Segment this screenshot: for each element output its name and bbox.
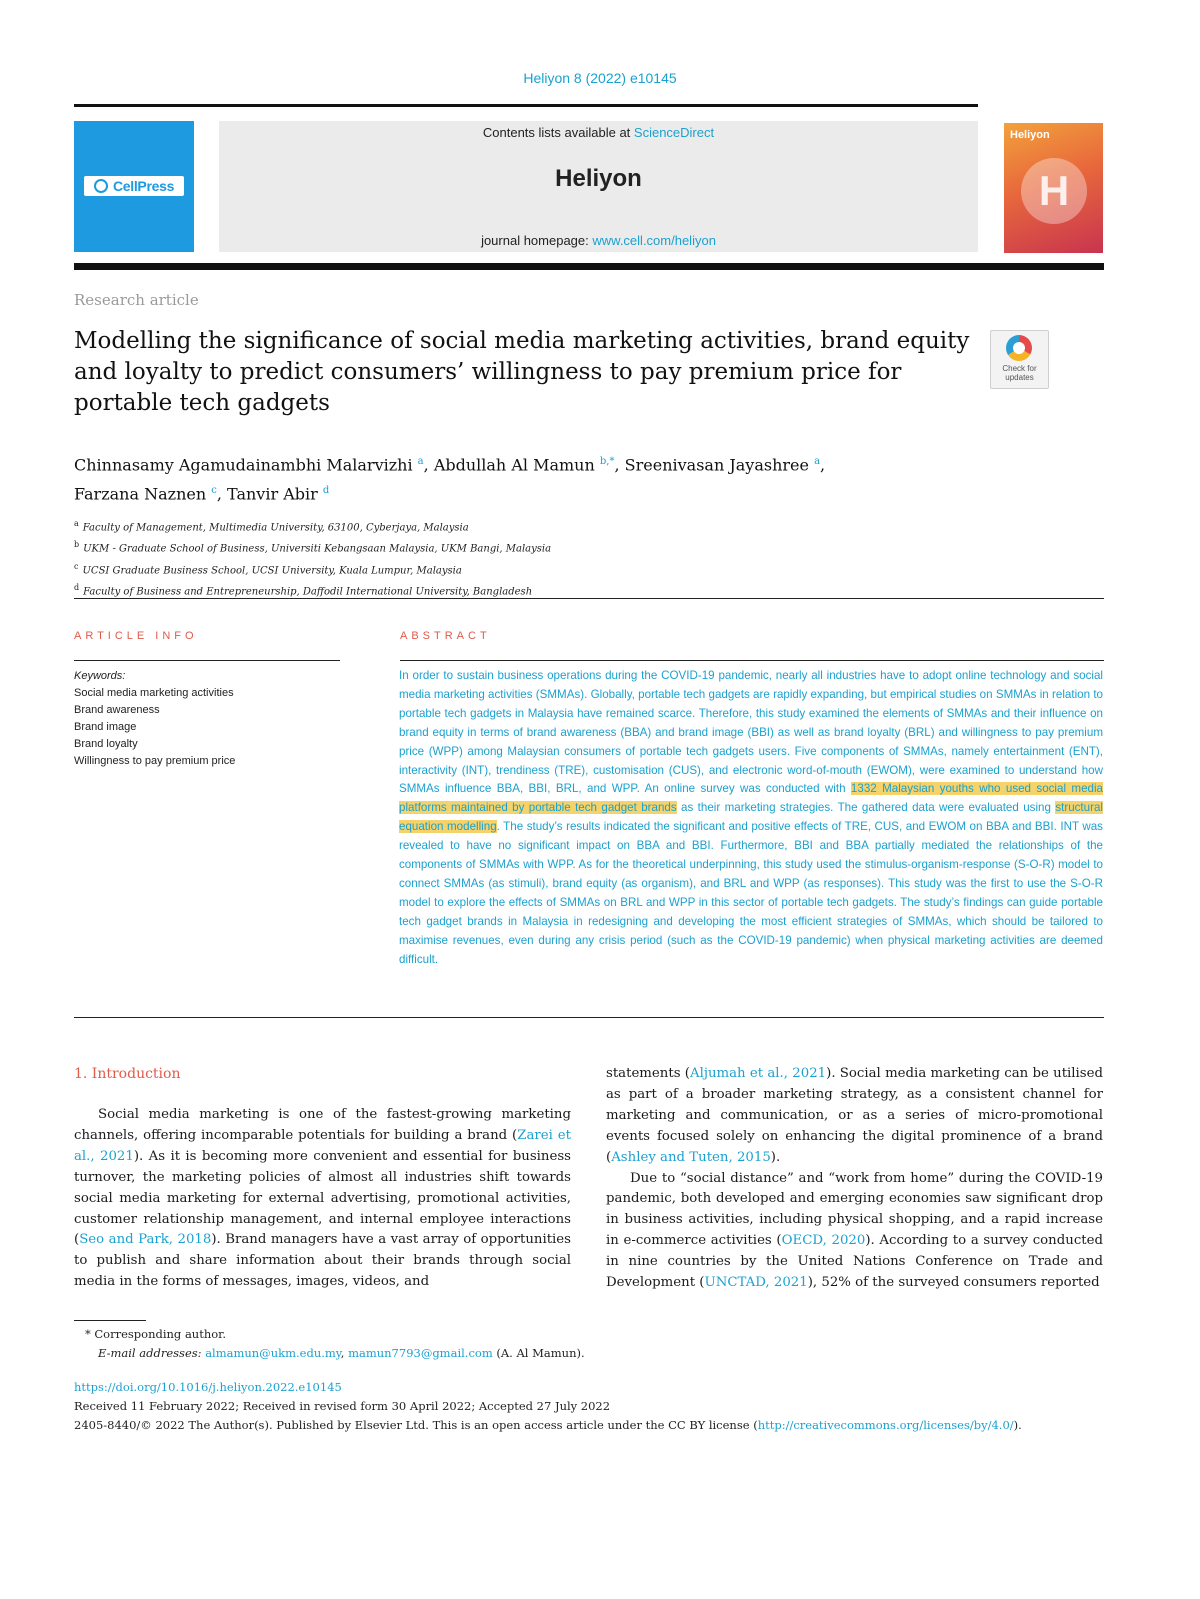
- author-name: Chinnasamy Agamudainambhi Malarvizhi: [74, 455, 413, 475]
- affiliation-text: Faculty of Management, Multimedia University, 63100, Cyberjaya, Malaysia: [82, 522, 469, 534]
- contents-line: [219, 125, 978, 140]
- citation-link[interactable]: UNCTAD, 2021: [704, 1275, 808, 1291]
- abstract-rule: [400, 660, 1104, 661]
- citation-link[interactable]: Zarei et al., 2021: [74, 1127, 571, 1164]
- body-text: Due to “social distance” and “work from home” during the COVID-19 pandemic, both developed and emerging economies saw significant drop in business activities, including physical shopping, and a rapid increase in e-commerce activities (: [606, 1170, 1103, 1249]
- body-text: ). Social media marketing can be utilised as part of a broader marketing strategy, as a consistent channel for marketing and communication, or as a series of micro-promotional events focused solely on enhancing the digital prominence of a brand (: [606, 1066, 1103, 1165]
- author-affiliation-ref[interactable]: b,*: [599, 456, 615, 467]
- email-separator: ,: [340, 1346, 349, 1360]
- body-text: statements (: [606, 1066, 690, 1081]
- journal-banner: [219, 121, 978, 252]
- article-type: Research article: [74, 291, 199, 309]
- keyword-item: Willingness to pay premium price: [74, 755, 236, 767]
- crossmark-button[interactable]: [990, 330, 1049, 389]
- body-text: ). As it is becoming more convenient and essential for business turnover, the marketing policies of almost all industries shift towards social media marketing for external advertising, promotional activities, customer relationship management, and internal employee interactions (: [74, 1148, 572, 1248]
- affiliation-key: a: [74, 519, 79, 528]
- affiliation-text: UCSI Graduate Business School, UCSI University, Kuala Lumpur, Malaysia: [82, 564, 462, 576]
- affiliation-item: [74, 558, 551, 579]
- footnotes: [74, 1325, 585, 1363]
- article-info-rule: [74, 660, 340, 661]
- affiliation-item: [74, 536, 551, 557]
- cover-title: Heliyon: [1010, 129, 1050, 141]
- affiliation-key: c: [74, 561, 79, 571]
- cellpress-icon: [94, 179, 108, 193]
- keywords-title: Keywords:: [74, 670, 126, 682]
- author-separator: ,: [820, 455, 826, 475]
- homepage-prefix: journal homepage:: [481, 233, 593, 248]
- crossmark-icon: [1006, 335, 1032, 361]
- email-owner: (A. Al Mamun).: [492, 1346, 585, 1360]
- citation-link[interactable]: Seo and Park, 2018: [79, 1232, 212, 1248]
- journal-homepage-link[interactable]: www.cell.com/heliyon: [592, 233, 716, 248]
- affiliation-text: UKM - Graduate School of Business, Universiti Kebangsaan Malaysia, UKM Bangi, Malaysia: [83, 543, 552, 555]
- cellpress-badge: [84, 176, 184, 196]
- author-separator: ,: [423, 455, 434, 475]
- abstract-heading: ABSTRACT: [400, 630, 491, 642]
- keyword-item: Brand image: [74, 721, 137, 733]
- affiliation-list: [74, 515, 551, 600]
- author-name: Tanvir Abir: [227, 484, 318, 504]
- affiliation-key: b: [74, 540, 80, 550]
- journal-cover-image[interactable]: [1004, 123, 1103, 253]
- affiliation-text: Faculty of Business and Entrepreneurship, Daffodil International University, Bangladesh: [83, 586, 533, 598]
- abstract-highlight[interactable]: 1332 Malaysian youths who used social media platforms maintained by portable tech gadget brands: [399, 782, 1103, 815]
- keyword-item: Brand awareness: [74, 704, 160, 716]
- introduction-right-column: [606, 1064, 1103, 1294]
- homepage-line: [219, 233, 978, 248]
- doi-link[interactable]: https://doi.org/10.1016/j.heliyon.2022.e10145: [74, 1380, 342, 1394]
- citation-link[interactable]: OECD, 2020: [781, 1233, 866, 1249]
- body-text: ).: [770, 1149, 781, 1165]
- author-separator: ,: [614, 455, 625, 475]
- author-affiliation-ref[interactable]: c: [211, 485, 217, 497]
- author-name: Sreenivasan Jayashree: [624, 455, 809, 475]
- corresponding-author-note: * Corresponding author.: [74, 1327, 227, 1341]
- license-text: ).: [1013, 1418, 1022, 1432]
- author-affiliation-ref[interactable]: a: [814, 456, 821, 467]
- abstract-text: [399, 667, 1103, 970]
- abstract-highlight[interactable]: structural equation modelling: [399, 801, 1103, 834]
- article-bottom-matter: [74, 1378, 1022, 1435]
- email-label: E-mail addresses:: [98, 1346, 206, 1360]
- sciencedirect-link[interactable]: ScienceDirect: [633, 125, 715, 140]
- crossmark-label: Check for updates: [1002, 364, 1037, 382]
- author-affiliation-ref[interactable]: a: [417, 456, 424, 467]
- cellpress-text: CellPress: [112, 178, 175, 194]
- email-link[interactable]: mamun7793@gmail.com: [348, 1346, 493, 1360]
- introduction-left-column: [74, 1105, 571, 1293]
- abstract-segment: as their marketing strategies. The gathered data were evaluated using: [676, 801, 1056, 815]
- citation-link[interactable]: Aljumah et al., 2021: [689, 1066, 827, 1081]
- introduction-heading: 1. Introduction: [74, 1066, 181, 1082]
- license-line: [74, 1416, 1022, 1435]
- body-text: ). According to a survey conducted in nine countries by the United Nations Conference on Trade and Development (: [606, 1233, 1103, 1291]
- contents-prefix: Contents lists available at: [482, 125, 634, 140]
- body-text: ), 52% of the surveyed consumers reported: [807, 1275, 1100, 1291]
- article-info-heading: ARTICLE INFO: [74, 630, 198, 642]
- abstract-segment: In order to sustain business operations during the COVID-19 pandemic, nearly all industries have to adopt online technology and social media marketing activities (SMMAs). Globally, portable tech gadgets are rapidly expanding, but empirical studies on SMMAs in relation to portable tech gadgets in Malaysia have remained scarce. Therefore, this study examined the elements of SMMAs and their influence on brand equity in terms of brand awareness (BBA) and brand image (BBI) as well as brand loyalty (BRL) and willingness to pay premium price (WPP) among Malaysian consumers of portable tech gadgets users. Five components of SMMAs, namely entertainment (ENT), interactivity (INT), trendiness (TRE), customisation (CUS), and electronic word-of-mouth (EWOM), were examined to understand how SMMAs influence BBA, BBI, BRL, and WPP. An online survey was conducted with: [399, 669, 1103, 796]
- running-head[interactable]: Heliyon 8 (2022) e10145: [523, 70, 677, 86]
- keyword-item: Brand loyalty: [74, 738, 138, 750]
- cover-logo: [1021, 158, 1087, 224]
- header-rule: [74, 104, 978, 107]
- footnote-rule: [74, 1320, 146, 1321]
- section-divider: [74, 598, 1104, 599]
- license-link[interactable]: http://creativecommons.org/licenses/by/4.0/: [757, 1418, 1014, 1432]
- article-title: Modelling the significance of social media marketing activities, brand equity and loyalty to predict consumers’ willingness to pay premium price for portable tech gadgets: [74, 328, 970, 416]
- section-divider: [74, 1017, 1104, 1018]
- abstract-segment: . The study’s results indicated the significant and positive effects of TRE, CUS, and EWOM on BBA and BBI. INT was revealed to have no significant impact on BBA and BBI. Furthermore, BBI and BBA partially mediated the relationships of the components of SMMAs with WPP. As for the theoretical underpinning, this study used the stimulus-organism-response (S-O-R) model to connect SMMAs (as stimuli), brand equity (as organism), and BRL and WPP (as responses). This study was the first to use the S-O-R model to explore the effects of SMMAs on BRL and WPP in this sector of portable tech gadgets. The study’s findings can guide portable tech gadget brands in Malaysia in redesigning and developing the most efficient strategies of SMMAs, which should be tailored to maximise revenues, even during any crisis period (such as the COVID-19 pandemic) when physical marketing activities are deemed difficult.: [399, 820, 1103, 966]
- paragraph: [606, 1169, 1103, 1294]
- license-text: 2405-8440/© 2022 The Author(s). Published by Elsevier Ltd. This is an open access article under the CC BY license (: [74, 1418, 758, 1432]
- author-name: Farzana Naznen: [74, 484, 207, 504]
- body-text: ). Brand managers have a vast array of opportunities to publish and share information about their brands through social media in the forms of messages, images, videos, and: [74, 1232, 571, 1290]
- author-separator: ,: [216, 484, 228, 504]
- email-note: [74, 1344, 585, 1363]
- author-list: [74, 449, 1074, 508]
- publisher-logo[interactable]: [74, 121, 194, 252]
- keywords-block: [74, 668, 235, 770]
- author-affiliation-ref[interactable]: d: [322, 485, 330, 497]
- header-thick-rule: [74, 263, 1104, 270]
- email-link[interactable]: almamun@ukm.edu.my: [205, 1346, 341, 1360]
- author-name: Abdullah Al Mamun: [433, 455, 595, 475]
- affiliation-item: [74, 515, 551, 536]
- received-dates: Received 11 February 2022; Received in revised form 30 April 2022; Accepted 27 July 2022: [74, 1399, 611, 1413]
- paragraph: [606, 1064, 1103, 1169]
- journal-name: Heliyon: [555, 165, 642, 192]
- body-text: Social media marketing is one of the fastest-growing marketing channels, offering incomparable potentials for building a brand (: [74, 1107, 571, 1143]
- affiliation-key: d: [74, 582, 80, 592]
- citation-link[interactable]: Ashley and Tuten, 2015: [611, 1149, 771, 1165]
- keyword-item: Social media marketing activities: [74, 687, 234, 699]
- corresponding-text: Corresponding author.: [94, 1327, 227, 1341]
- cover-letter: H: [1038, 167, 1070, 214]
